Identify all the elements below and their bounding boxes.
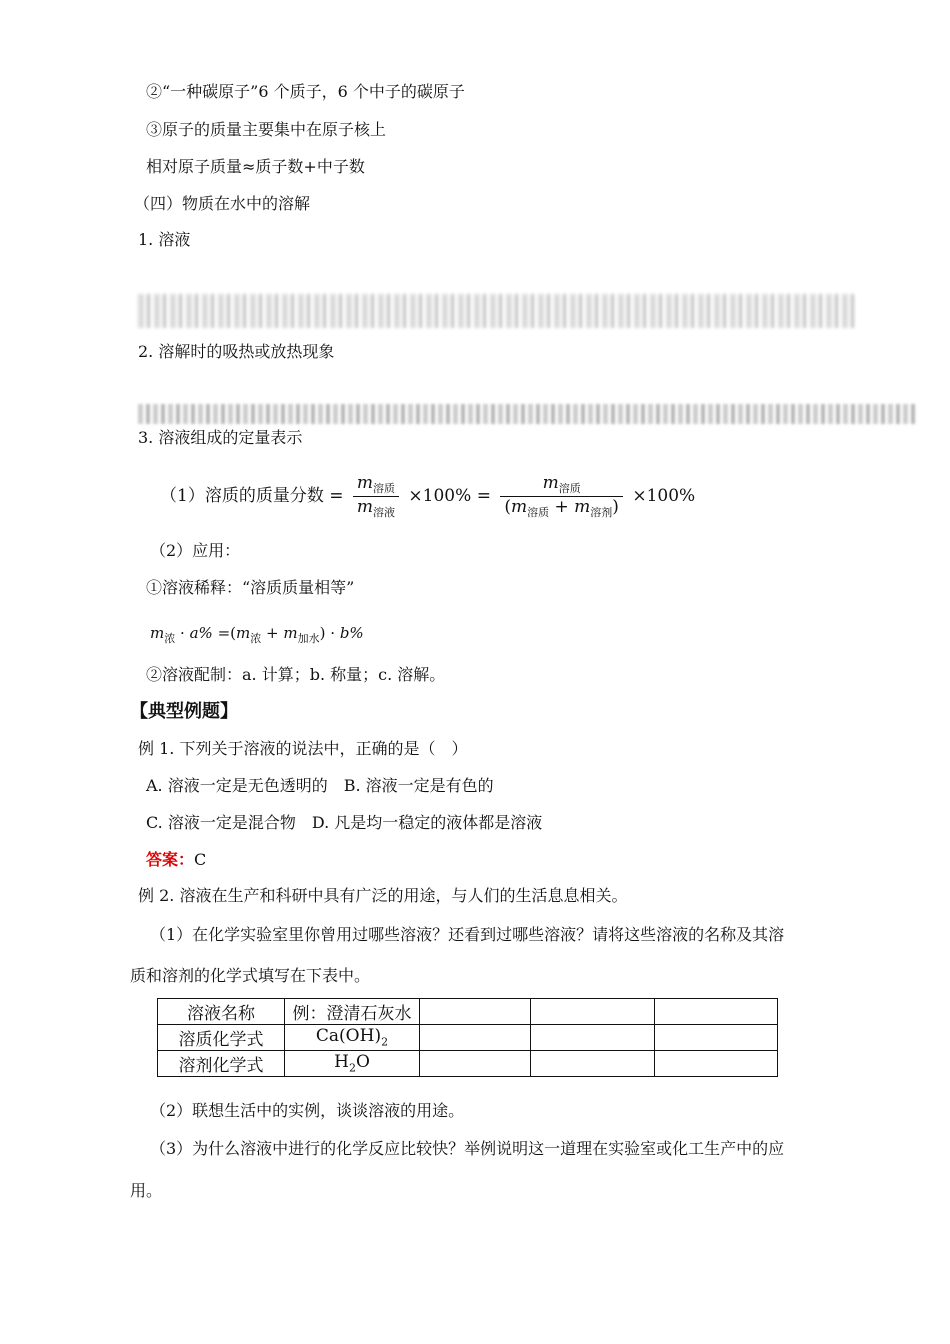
formula-text: O [355, 1052, 370, 1073]
heading-dissolution: （四）物质在水中的溶解 [134, 194, 311, 213]
formula-prefix: （1）溶质的质量分数 [160, 486, 324, 506]
table-cell[interactable] [420, 1051, 531, 1077]
m-symbol: m [150, 624, 165, 642]
heading-application: （2）应用： [150, 541, 241, 560]
formula-text: H [334, 1052, 349, 1073]
table-cell[interactable] [420, 999, 531, 1025]
solution-table [157, 998, 778, 1077]
table-cell[interactable] [655, 999, 778, 1025]
text-dilution: ①溶液稀释：“溶质质量相等” [146, 578, 355, 597]
m-symbol: m [356, 497, 374, 517]
table-cell[interactable] [531, 1051, 655, 1077]
m-symbol: m [356, 473, 374, 493]
blurred-heat-image [138, 404, 918, 424]
example-2-q1-line1: （1）在化学实验室里你曾用过哪些溶液？还看到过哪些溶液？请将这些溶液的名称及其溶 [150, 925, 785, 944]
times-100: ×100% [632, 486, 696, 506]
water-subscript: 加水 [297, 632, 320, 645]
conc-subscript: 浓 [250, 632, 262, 645]
example-1-options-ab: A. 溶液一定是无色透明的 B. 溶液一定是有色的 [146, 776, 494, 795]
m-symbol: m [542, 473, 559, 493]
table-cell[interactable] [420, 1025, 531, 1051]
table-cell[interactable] [531, 999, 655, 1025]
mass-fraction-formula [160, 473, 695, 520]
plus-sign: + [266, 624, 279, 642]
solute-subscript: 溶质 [373, 482, 396, 495]
answer-label: 答案： [146, 850, 195, 869]
times-100: ×100% [408, 486, 472, 506]
left-paren: ( [504, 497, 511, 517]
example-1-question: 例 1. 下列关于溶液的说法中，正确的是（ ） [138, 739, 468, 758]
solution-subscript: 溶液 [373, 506, 396, 519]
example-1-options-cd: C. 溶液一定是混合物 D. 凡是均一稳定的液体都是溶液 [146, 813, 543, 832]
fraction-solute-over-solution [353, 473, 399, 520]
m-symbol: m [574, 497, 591, 517]
solvent-subscript: 溶剂 [590, 506, 613, 519]
table-cell[interactable] [531, 1025, 655, 1051]
dilution-formula [150, 624, 364, 646]
conc-subscript: 浓 [164, 632, 176, 645]
text-line-carbon-atom: ②“一种碳原子”6 个质子，6 个中子的碳原子 [146, 82, 465, 101]
table-row [158, 1051, 778, 1077]
left-paren: ( [230, 624, 236, 642]
example-2-q3-line1: （3）为什么溶液中进行的化学反应比较快？举例说明这一道理在实验室或化工生产中的应 [150, 1139, 785, 1158]
subscript: 2 [381, 1035, 389, 1049]
table-cell[interactable] [655, 1025, 778, 1051]
table-cell: 溶剂化学式 [158, 1051, 285, 1077]
table-cell [285, 1051, 420, 1077]
dot-operator: · [180, 624, 185, 642]
right-paren: ) [612, 497, 619, 517]
table-cell [285, 1025, 420, 1051]
solute-subscript: 溶质 [558, 482, 581, 495]
table-cell: 溶液名称 [158, 999, 285, 1025]
example-2-q2: （2）联想生活中的实例，谈谈溶液的用途。 [150, 1101, 465, 1120]
text-preparation: ②溶液配制：a. 计算；b. 称量；c. 溶解。 [146, 665, 446, 684]
answer-value: C [194, 850, 207, 869]
section-title-examples: 【典型例题】 [130, 701, 238, 722]
formula-equals: = [476, 486, 491, 506]
m-symbol: m [236, 624, 251, 642]
text-line-relative-mass: 相对原子质量≈质子数+中子数 [146, 157, 365, 176]
b-percent: b% [339, 624, 364, 642]
formula-equals: = [329, 486, 344, 506]
blurred-definition-image [138, 294, 856, 328]
formula-equals: = [217, 624, 231, 642]
example-2-intro: 例 2. 溶液在生产和科研中具有广泛的用途，与人们的生活息息相关。 [138, 886, 628, 905]
table-row [158, 999, 778, 1025]
table-cell: 例：澄清石灰水 [285, 999, 420, 1025]
heading-quantitative: 3. 溶液组成的定量表示 [138, 428, 303, 447]
heading-solution: 1. 溶液 [138, 230, 191, 249]
right-paren: ) [319, 624, 326, 642]
m-symbol: m [510, 497, 528, 517]
table-cell[interactable] [655, 1051, 778, 1077]
dot-operator: · [330, 624, 336, 642]
solute-subscript: 溶质 [527, 506, 550, 519]
subscript: 2 [348, 1061, 356, 1075]
table-cell: 溶质化学式 [158, 1025, 285, 1051]
example-2-q1-line2: 质和溶剂的化学式填写在下表中。 [130, 966, 371, 985]
plus-sign: + [554, 497, 569, 517]
m-symbol: m [283, 624, 298, 642]
table-row [158, 1025, 778, 1051]
example-1-answer [146, 850, 206, 870]
a-percent: a% [189, 624, 213, 642]
example-2-q3-line2: 用。 [130, 1181, 163, 1200]
fraction-solute-over-sum [500, 473, 623, 520]
formula-text: Ca(OH) [315, 1026, 382, 1047]
heading-heat-phenomena: 2. 溶解时的吸热或放热现象 [138, 342, 335, 361]
text-line-atom-mass: ③原子的质量主要集中在原子核上 [146, 120, 387, 139]
